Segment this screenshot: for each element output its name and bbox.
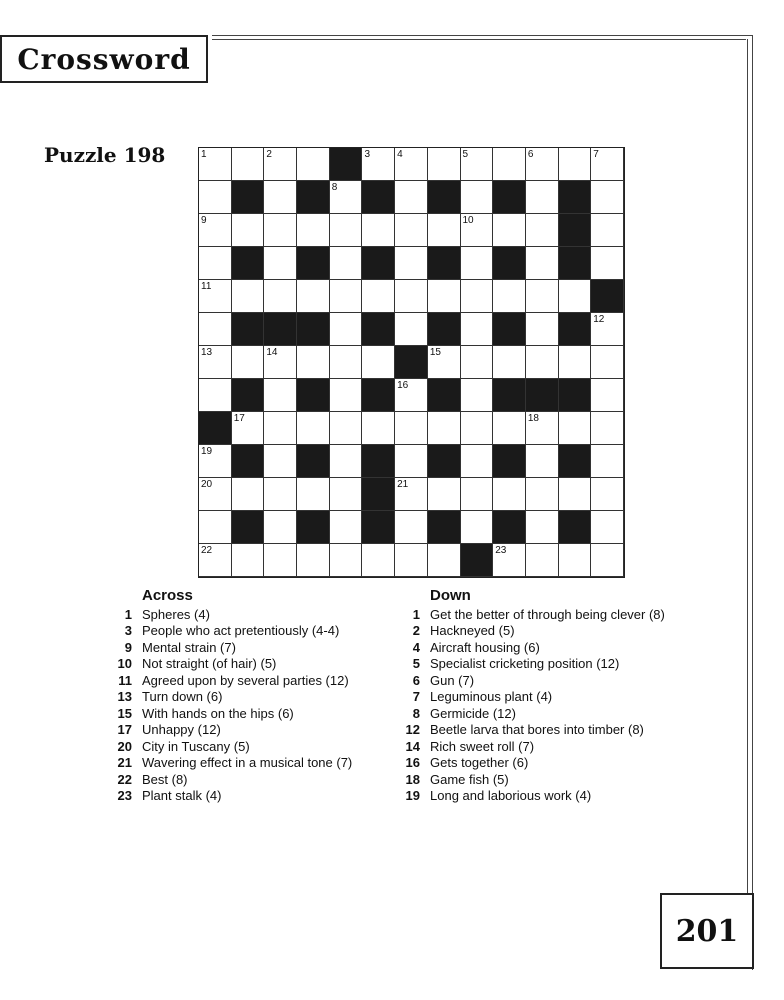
grid-answer-cell[interactable]	[461, 511, 494, 544]
down-clue	[398, 640, 738, 657]
cell-number: 8	[331, 182, 338, 193]
clue-text: Mental strain (7)	[142, 639, 236, 655]
clue-text: With hands on the hips (6)	[142, 705, 294, 721]
clue-text: Gun (7)	[430, 672, 475, 688]
across-clue	[110, 673, 370, 690]
clue-number: 6	[412, 672, 420, 688]
grid-answer-cell[interactable]	[264, 379, 297, 412]
cell-number: 2	[266, 149, 272, 160]
clue-number: 14	[405, 738, 420, 754]
across-clue	[110, 722, 370, 739]
down-clue	[398, 656, 738, 673]
clue-number: 7	[412, 689, 420, 704]
clue-text: Unhappy (12)	[142, 722, 221, 737]
grid-answer-cell[interactable]	[559, 478, 592, 511]
cell-number: 21	[397, 479, 409, 490]
across-clues	[110, 588, 370, 805]
clue-number: 20	[117, 738, 132, 754]
clue-number: 3	[124, 623, 132, 638]
grid-answer-cell[interactable]	[264, 247, 297, 280]
clue-text: Germicide (12)	[430, 705, 516, 721]
grid-answer-cell[interactable]	[428, 346, 461, 379]
clue-text: Best (8)	[142, 771, 188, 787]
grid-answer-cell[interactable]	[559, 544, 592, 577]
grid-answer-cell[interactable]	[591, 148, 624, 181]
grid-answer-cell[interactable]	[297, 544, 330, 577]
grid-block-cell	[559, 214, 592, 247]
clue-text: Gets together (6)	[430, 755, 529, 770]
grid-answer-cell[interactable]	[264, 445, 297, 478]
grid-answer-cell[interactable]	[362, 280, 395, 313]
cell-number: 15	[429, 347, 441, 358]
grid-answer-cell[interactable]	[330, 412, 363, 445]
cell-number: 11	[201, 281, 212, 292]
grid-answer-cell[interactable]	[297, 346, 330, 379]
grid-block-cell	[362, 511, 395, 544]
grid-block-cell	[232, 445, 265, 478]
grid-block-cell	[297, 379, 330, 412]
grid-answer-cell[interactable]	[199, 181, 232, 214]
grid-answer-cell[interactable]	[591, 544, 624, 577]
grid-answer-cell[interactable]	[461, 313, 494, 346]
cell-number: 6	[527, 149, 534, 160]
down-clue	[398, 607, 738, 624]
clue-text: Long and laborious work (4)	[430, 788, 592, 803]
down-clue	[398, 623, 738, 640]
grid-block-cell	[232, 181, 265, 214]
cell-number: 3	[364, 149, 370, 160]
grid-answer-cell[interactable]	[428, 280, 461, 313]
clue-number: 13	[117, 689, 132, 704]
grid-answer-cell[interactable]	[591, 478, 624, 511]
grid-answer-cell[interactable]	[330, 445, 363, 478]
grid-block-cell	[232, 511, 265, 544]
across-clue	[110, 689, 370, 706]
grid-answer-cell[interactable]	[330, 247, 363, 280]
cell-number: 14	[266, 347, 278, 358]
grid-answer-cell[interactable]	[559, 346, 592, 379]
grid-answer-cell[interactable]	[330, 280, 363, 313]
clue-number: 8	[412, 705, 420, 721]
grid-block-cell	[559, 379, 592, 412]
clue-number: 19	[405, 788, 420, 803]
clue-number: 15	[117, 705, 132, 721]
grid-answer-cell[interactable]	[461, 379, 494, 412]
cell-number: 16	[397, 380, 409, 391]
cell-number: 7	[593, 149, 599, 160]
grid-block-cell	[559, 313, 592, 346]
grid-answer-cell[interactable]	[232, 478, 265, 511]
clue-number: 22	[117, 771, 132, 787]
grid-answer-cell[interactable]	[395, 214, 428, 247]
grid-answer-cell[interactable]	[395, 412, 428, 445]
grid-block-cell	[428, 247, 461, 280]
grid-answer-cell[interactable]	[199, 511, 232, 544]
clue-text: City in Tuscany (5)	[142, 738, 250, 754]
grid-block-cell	[232, 313, 265, 346]
grid-answer-cell[interactable]	[362, 412, 395, 445]
clue-text: People who act pretentiously (4-4)	[142, 623, 340, 638]
down-clue	[398, 739, 738, 756]
grid-block-cell	[297, 247, 330, 280]
clue-number: 5	[412, 656, 420, 671]
grid-answer-cell[interactable]	[428, 478, 461, 511]
grid-block-cell	[559, 511, 592, 544]
grid-answer-cell[interactable]	[232, 280, 265, 313]
grid-answer-cell[interactable]	[264, 511, 297, 544]
grid-answer-cell[interactable]	[591, 412, 624, 445]
down-clue	[398, 706, 738, 723]
grid-answer-cell[interactable]	[591, 313, 624, 346]
cell-number: 22	[201, 545, 213, 556]
grid-answer-cell[interactable]	[559, 412, 592, 445]
grid-answer-cell[interactable]	[493, 544, 526, 577]
clue-text: Turn down (6)	[142, 689, 223, 704]
page-frame-line	[212, 35, 752, 36]
clue-text: Specialist cricketing position (12)	[430, 656, 620, 671]
cell-number: 23	[495, 545, 507, 556]
grid-block-cell	[232, 379, 265, 412]
cell-number: 5	[462, 149, 469, 160]
grid-block-cell	[559, 181, 592, 214]
grid-answer-cell[interactable]	[493, 280, 526, 313]
grid-answer-cell[interactable]	[330, 214, 363, 247]
section-title-box	[0, 35, 208, 83]
grid-answer-cell[interactable]	[428, 412, 461, 445]
clue-text: Hackneyed (5)	[430, 623, 515, 638]
clue-text: Agreed upon by several parties (12)	[142, 672, 349, 688]
grid-answer-cell[interactable]	[461, 478, 494, 511]
grid-answer-cell[interactable]	[264, 181, 297, 214]
grid-answer-cell[interactable]	[297, 280, 330, 313]
grid-answer-cell[interactable]	[297, 478, 330, 511]
across-heading: Across	[142, 587, 193, 604]
grid-block-cell	[428, 445, 461, 478]
grid-answer-cell[interactable]	[395, 511, 428, 544]
grid-answer-cell[interactable]	[428, 544, 461, 577]
grid-block-cell	[559, 247, 592, 280]
grid-answer-cell[interactable]	[395, 247, 428, 280]
grid-block-cell	[428, 511, 461, 544]
page-number-box	[660, 893, 754, 969]
grid-answer-cell[interactable]	[461, 346, 494, 379]
grid-block-cell	[362, 181, 395, 214]
grid-answer-cell[interactable]	[330, 544, 363, 577]
grid-answer-cell[interactable]	[232, 544, 265, 577]
grid-answer-cell[interactable]	[461, 214, 494, 247]
clue-number: 1	[412, 606, 420, 622]
clue-text: Get the better of through being clever (8)	[430, 606, 665, 622]
grid-answer-cell[interactable]	[591, 214, 624, 247]
grid-block-cell	[297, 181, 330, 214]
grid-answer-cell[interactable]	[395, 181, 428, 214]
clue-text: Aircraft housing (6)	[430, 639, 540, 655]
down-clue	[398, 788, 738, 805]
grid-answer-cell[interactable]	[199, 544, 232, 577]
grid-answer-cell[interactable]	[232, 148, 265, 181]
clue-text: Game fish (5)	[430, 771, 509, 787]
grid-answer-cell[interactable]	[591, 346, 624, 379]
grid-answer-cell[interactable]	[591, 379, 624, 412]
grid-block-cell	[297, 313, 330, 346]
grid-answer-cell[interactable]	[264, 412, 297, 445]
clue-number: 4	[412, 639, 420, 655]
grid-answer-cell[interactable]	[493, 346, 526, 379]
grid-block-cell	[493, 181, 526, 214]
grid-answer-cell[interactable]	[362, 346, 395, 379]
grid-answer-cell[interactable]	[395, 313, 428, 346]
grid-answer-cell[interactable]	[526, 148, 559, 181]
grid-answer-cell[interactable]	[395, 148, 428, 181]
grid-answer-cell[interactable]	[526, 511, 559, 544]
down-clue	[398, 673, 738, 690]
clue-number: 23	[117, 788, 132, 803]
grid-answer-cell[interactable]	[199, 214, 232, 247]
cell-number: 19	[201, 446, 213, 457]
down-clue	[398, 772, 738, 789]
page-frame-line	[752, 35, 753, 970]
grid-answer-cell[interactable]	[461, 445, 494, 478]
clue-number: 16	[405, 755, 420, 770]
grid-answer-cell[interactable]	[526, 445, 559, 478]
grid-block-cell	[297, 445, 330, 478]
across-clue	[110, 607, 370, 624]
grid-answer-cell[interactable]	[526, 280, 559, 313]
grid-answer-cell[interactable]	[232, 214, 265, 247]
grid-answer-cell[interactable]	[362, 148, 395, 181]
grid-answer-cell[interactable]	[493, 478, 526, 511]
cell-number: 12	[593, 314, 605, 325]
grid-answer-cell[interactable]	[461, 280, 494, 313]
grid-block-cell	[362, 445, 395, 478]
grid-answer-cell[interactable]	[330, 478, 363, 511]
down-clue	[398, 722, 738, 739]
clue-text: Beetle larva that bores into timber (8)	[430, 722, 644, 737]
grid-answer-cell[interactable]	[199, 313, 232, 346]
clue-text: Not straight (of hair) (5)	[142, 656, 277, 671]
grid-block-cell	[591, 280, 624, 313]
cell-number: 10	[462, 215, 474, 226]
grid-block-cell	[493, 445, 526, 478]
grid-answer-cell[interactable]	[362, 544, 395, 577]
grid-answer-cell[interactable]	[264, 478, 297, 511]
grid-answer-cell[interactable]	[297, 148, 330, 181]
cell-number: 4	[397, 149, 403, 160]
cell-number: 9	[201, 215, 207, 226]
grid-answer-cell[interactable]	[199, 445, 232, 478]
cell-number: 18	[527, 413, 539, 424]
grid-block-cell	[297, 511, 330, 544]
clue-number: 12	[405, 722, 420, 737]
grid-answer-cell[interactable]	[526, 214, 559, 247]
clue-number: 10	[117, 656, 132, 671]
grid-answer-cell[interactable]	[330, 511, 363, 544]
across-clue	[110, 788, 370, 805]
grid-answer-cell[interactable]	[264, 214, 297, 247]
grid-block-cell	[362, 247, 395, 280]
grid-answer-cell[interactable]	[232, 412, 265, 445]
down-clue-list	[398, 607, 738, 805]
grid-answer-cell[interactable]	[232, 346, 265, 379]
grid-answer-cell[interactable]	[264, 346, 297, 379]
across-clue	[110, 706, 370, 723]
clue-number: 21	[117, 755, 132, 770]
grid-answer-cell[interactable]	[330, 313, 363, 346]
grid-answer-cell[interactable]	[493, 214, 526, 247]
clue-text: Plant stalk (4)	[142, 788, 222, 803]
grid-answer-cell[interactable]	[395, 280, 428, 313]
grid-answer-cell[interactable]	[199, 280, 232, 313]
grid-answer-cell[interactable]	[461, 148, 494, 181]
grid-answer-cell[interactable]	[493, 412, 526, 445]
grid-block-cell	[264, 313, 297, 346]
grid-answer-cell[interactable]	[428, 148, 461, 181]
grid-answer-cell[interactable]	[264, 280, 297, 313]
grid-block-cell	[362, 379, 395, 412]
grid-block-cell	[362, 478, 395, 511]
grid-answer-cell[interactable]	[199, 478, 232, 511]
grid-answer-cell[interactable]	[297, 412, 330, 445]
grid-block-cell	[493, 247, 526, 280]
cell-number: 20	[201, 479, 213, 490]
across-clue	[110, 755, 370, 772]
across-clue	[110, 656, 370, 673]
across-clue	[110, 772, 370, 789]
grid-block-cell	[493, 379, 526, 412]
grid-answer-cell[interactable]	[526, 313, 559, 346]
grid-block-cell	[428, 379, 461, 412]
grid-answer-cell[interactable]	[526, 544, 559, 577]
cell-number: 1	[201, 149, 207, 160]
grid-answer-cell[interactable]	[461, 181, 494, 214]
grid-answer-cell[interactable]	[362, 214, 395, 247]
grid-answer-cell[interactable]	[559, 148, 592, 181]
down-clues	[398, 588, 738, 805]
grid-block-cell	[461, 544, 494, 577]
grid-answer-cell[interactable]	[526, 346, 559, 379]
clue-number: 17	[117, 722, 132, 737]
page-number: 201	[675, 913, 739, 949]
across-clue-list	[110, 607, 370, 805]
grid-answer-cell[interactable]	[526, 478, 559, 511]
grid-answer-cell[interactable]	[395, 445, 428, 478]
grid-block-cell	[199, 412, 232, 445]
grid-answer-cell[interactable]	[330, 181, 363, 214]
clue-text: Wavering effect in a musical tone (7)	[142, 755, 353, 770]
grid-answer-cell[interactable]	[199, 346, 232, 379]
grid-answer-cell[interactable]	[461, 247, 494, 280]
grid-answer-cell[interactable]	[591, 181, 624, 214]
grid-answer-cell[interactable]	[591, 247, 624, 280]
grid-block-cell	[493, 313, 526, 346]
grid-block-cell	[428, 181, 461, 214]
clue-text: Rich sweet roll (7)	[430, 738, 535, 754]
page-frame-line	[747, 39, 748, 894]
clue-text: Spheres (4)	[142, 606, 210, 622]
grid-answer-cell[interactable]	[428, 214, 461, 247]
across-clue	[110, 640, 370, 657]
grid-block-cell	[232, 247, 265, 280]
page-frame-line	[212, 39, 746, 40]
grid-answer-cell[interactable]	[395, 379, 428, 412]
grid-block-cell	[428, 313, 461, 346]
grid-answer-cell[interactable]	[395, 478, 428, 511]
grid-block-cell	[362, 313, 395, 346]
grid-answer-cell[interactable]	[330, 346, 363, 379]
grid-block-cell	[330, 148, 363, 181]
clue-number: 9	[124, 639, 132, 655]
cell-number: 17	[233, 413, 245, 424]
grid-answer-cell[interactable]	[199, 379, 232, 412]
grid-answer-cell[interactable]	[395, 544, 428, 577]
down-clue	[398, 755, 738, 772]
grid-block-cell	[559, 445, 592, 478]
grid-answer-cell[interactable]	[559, 280, 592, 313]
grid-block-cell	[395, 346, 428, 379]
clue-number: 2	[412, 623, 420, 638]
grid-answer-cell[interactable]	[526, 181, 559, 214]
clue-number: 11	[118, 672, 132, 688]
grid-answer-cell[interactable]	[330, 379, 363, 412]
grid-answer-cell[interactable]	[264, 544, 297, 577]
crossword-grid	[198, 147, 625, 578]
grid-answer-cell[interactable]	[493, 148, 526, 181]
grid-answer-cell[interactable]	[591, 511, 624, 544]
grid-answer-cell[interactable]	[526, 412, 559, 445]
clue-number: 18	[405, 771, 420, 787]
grid-answer-cell[interactable]	[199, 247, 232, 280]
grid-answer-cell[interactable]	[526, 247, 559, 280]
grid-answer-cell[interactable]	[199, 148, 232, 181]
cell-number: 13	[201, 347, 213, 358]
grid-answer-cell[interactable]	[461, 412, 494, 445]
clue-text: Leguminous plant (4)	[430, 689, 553, 704]
puzzle-title: Puzzle 198	[44, 143, 166, 167]
across-clue	[110, 739, 370, 756]
across-clue	[110, 623, 370, 640]
clue-number: 1	[124, 606, 132, 622]
down-heading: Down	[430, 587, 471, 604]
grid-answer-cell[interactable]	[264, 148, 297, 181]
grid-answer-cell[interactable]	[297, 214, 330, 247]
grid-block-cell	[493, 511, 526, 544]
down-clue	[398, 689, 738, 706]
section-title: Crossword	[17, 42, 191, 76]
grid-answer-cell[interactable]	[591, 445, 624, 478]
grid-block-cell	[526, 379, 559, 412]
